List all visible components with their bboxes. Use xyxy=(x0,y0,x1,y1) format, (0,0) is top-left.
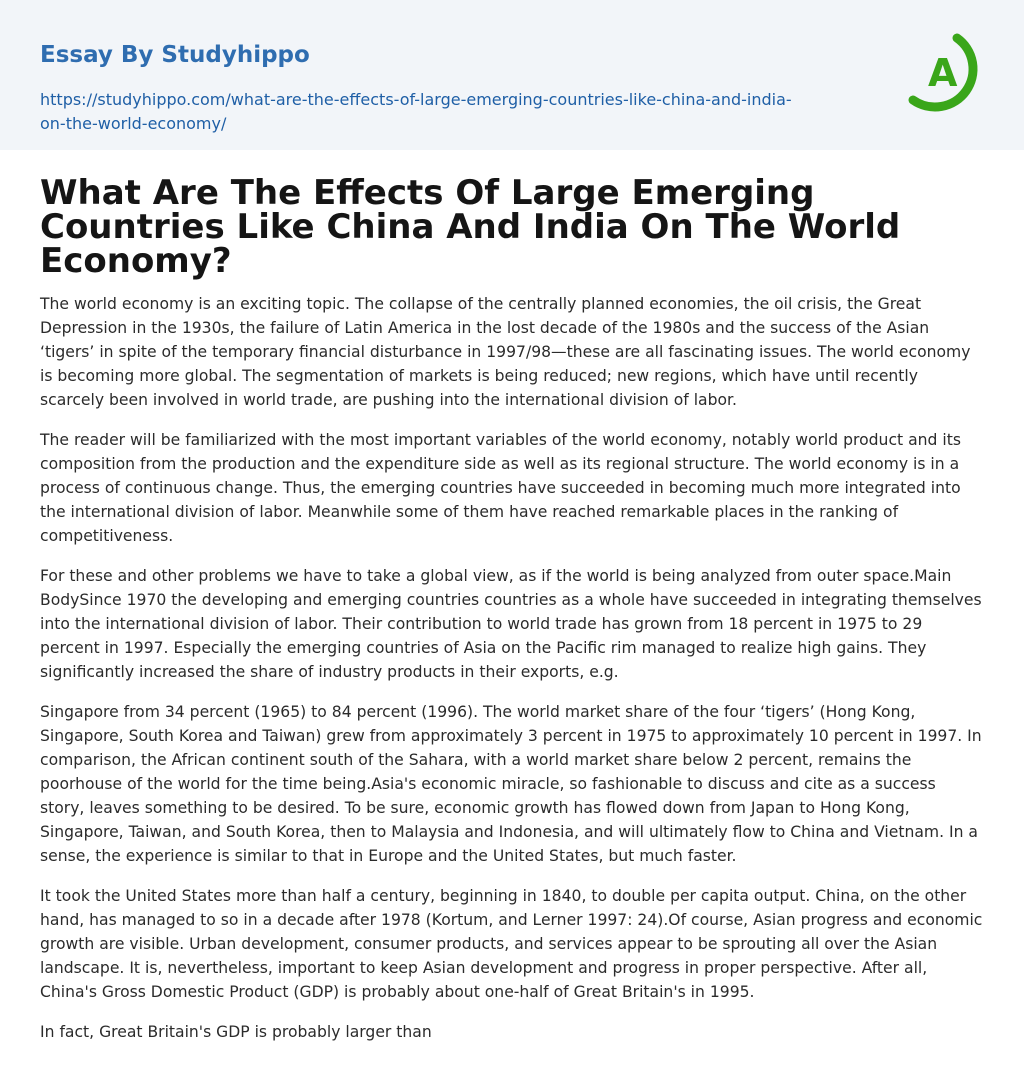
article-paragraph-6: In fact, Great Britain's GDP is probably larger than xyxy=(40,1023,432,1041)
source-url-link[interactable]: https://studyhippo.com/what-are-the-effects-of-large-emerging-countries-like-china-and-india-on-the-world-economy/ xyxy=(40,90,792,133)
article-title: What Are The Effects Of Large Emerging Countries Like China And India On The World Economy? xyxy=(40,173,901,281)
article-paragraph-2: The reader will be familiarized with the most important variables of the world economy, notably world product and its composition from the production and the expenditure side as well as its regional structure. The world economy is in a process of continuous change. Thus, the emerging countries have succeeded in becoming much more integrated into the international division of labor. Meanwhile some of them have reached remarkable places in the ranking of competitiveness. xyxy=(40,431,961,545)
article-paragraph-4: Singapore from 34 percent (1965) to 84 percent (1996). The world market share of the four ‘tigers’ (Hong Kong, Singapore, South Korea and Taiwan) grew from approximately 3 percent in 1975 to approximately 10 percent in 1997. In comparison, the African continent south of the Sahara, with a world market share below 2 percent, remains the poorhouse of the world for the time being.Asia's economic miracle, so fashionable to discuss and cite as a success story, leaves something to be desired. To be sure, economic growth has flowed down from Japan to Hong Kong, Singapore, Taiwan, and South Korea, then to Malaysia and Indonesia, and will ultimately flow to China and Vietnam. In a sense, the experience is similar to that in Europe and the United States, but much faster. xyxy=(40,703,982,865)
article xyxy=(0,150,1024,1044)
studyhippo-logo-icon[interactable] xyxy=(900,30,984,114)
article-paragraph-1: The world economy is an exciting topic. The collapse of the centrally planned economies, the oil crisis, the Great Depression in the 1930s, the failure of Latin America in the lost decade of the 1980s and the success of the Asian ‘tigers’ in spite of the temporary financial disturbance in 1997/98—these are all fascinating issues. The world economy is becoming more global. The segmentation of markets is being reduced; new regions, which have until recently scarcely been involved in world trade, are pushing into the international division of labor. xyxy=(40,295,971,409)
logo-letter: A xyxy=(928,51,958,95)
site-brand[interactable]: Essay By Studyhippo xyxy=(40,42,310,68)
page-header xyxy=(0,0,1024,150)
article-paragraph-3: For these and other problems we have to take a global view, as if the world is being analyzed from outer space.Main BodySince 1970 the developing and emerging countries countries as a whole have succeeded in integrating themselves into the international division of labor. Their contribution to world trade has grown from 18 percent in 1975 to 29 percent in 1997. Especially the emerging countries of Asia on the Pacific rim managed to realize high gains. They significantly increased the share of industry products in their exports, e.g. xyxy=(40,567,982,681)
article-paragraph-5: It took the United States more than half a century, beginning in 1840, to double per capita output. China, on the other hand, has managed to so in a decade after 1978 (Kortum, and Lerner 1997: 24).Of course, Asian progress and economic growth are visible. Urban development, consumer products, and services appear to be sprouting all over the Asian landscape. It is, nevertheless, important to keep Asian development and progress in proper perspective. After all, China's Gross Domestic Product (GDP) is probably about one-half of Great Britain's in 1995. xyxy=(40,887,983,1001)
